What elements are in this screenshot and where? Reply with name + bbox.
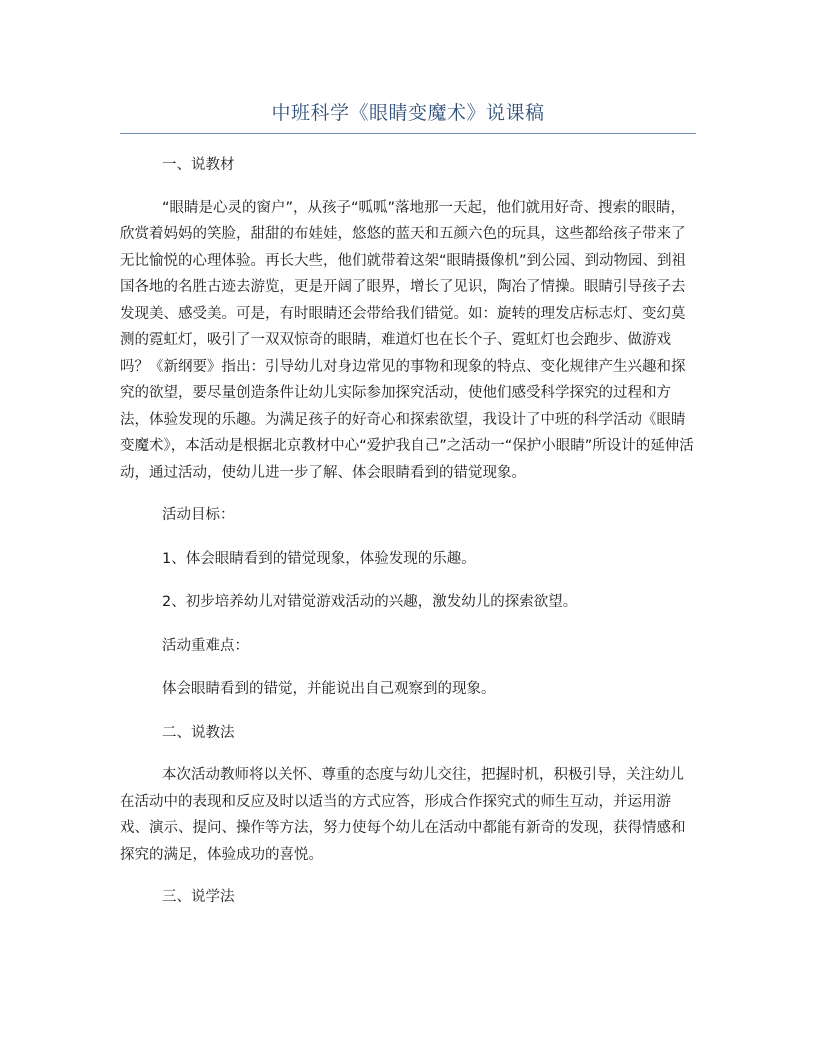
paragraph-teaching-method: 本次活动教师将以关怀、尊重的态度与幼儿交往，把握时机，积极引导，关注幼儿在活动中的表现和反应及时以适当的方式应答，形成合作探究式的师生互动，并运用游戏、演示、提问、操作等方法，努力使每个幼儿在活动中都能有新奇的发现，获得情感和探究的满足，体验成功的喜悦。	[120, 767, 686, 863]
key-points-label: 活动重难点：	[162, 637, 249, 654]
section-heading-learning-method: 三、说学法	[162, 889, 235, 905]
goals-label: 活动目标：	[162, 507, 235, 523]
title-divider	[120, 133, 696, 134]
goal-item-2: 2、初步培养幼儿对错觉游戏活动的兴趣，激发幼儿的探索欲望。	[162, 594, 578, 610]
document-body	[120, 152, 696, 911]
page-title: 中班科学《眼睛变魔术》说课稿	[271, 102, 545, 124]
section-heading-teaching-material: 一、说教材	[162, 157, 235, 173]
paragraph-teaching-material: “眼睛是心灵的窗户”，从孩子“呱呱”落地那一天起，他们就用好奇、搜索的眼睛，欣赏着妈妈的笑脸，甜甜的布娃娃，悠悠的蓝天和五颜六色的玩具，这些都给孩子带来了无比愉悦的心理体验。再长大些，他们就带着这架“眼睛摄像机”到公园、到动物园、到祖国各地的名胜古迹去游览，更是开阔了眼界，增长了见识，陶冶了情操。眼睛引导孩子去发现美、感受美。可是，有时眼睛还会带给我们错觉。如：旋转的理发店标志灯、变幻莫测的霓虹灯，吸引了一双双惊奇的眼睛，难道灯也在长个子、霓虹灯也会跑步、做游戏吗？《新纲要》指出：引导幼儿对身边常见的事物和现象的特点、变化规律产生兴趣和探究的欲望，要尽量创造条件让幼儿实际参加探究活动，使他们感受科学探究的过程和方法，体验发现的乐趣。为满足孩子的好奇心和探索欲望，我设计了中班的科学活动《眼睛变魔术》，本活动是根据北京教材中心“爱护我自己”之活动一“保护小眼睛”所设计的延伸活动，通过活动，使幼儿进一步了解、体会眼睛看到的错觉现象。	[120, 199, 694, 481]
goal-item-1: 1、体会眼睛看到的错觉现象，体验发现的乐趣。	[162, 550, 476, 567]
key-points-text: 体会眼睛看到的错觉，并能说出自己观察到的现象。	[162, 681, 496, 697]
section-heading-teaching-method: 二、说教法	[162, 724, 235, 741]
